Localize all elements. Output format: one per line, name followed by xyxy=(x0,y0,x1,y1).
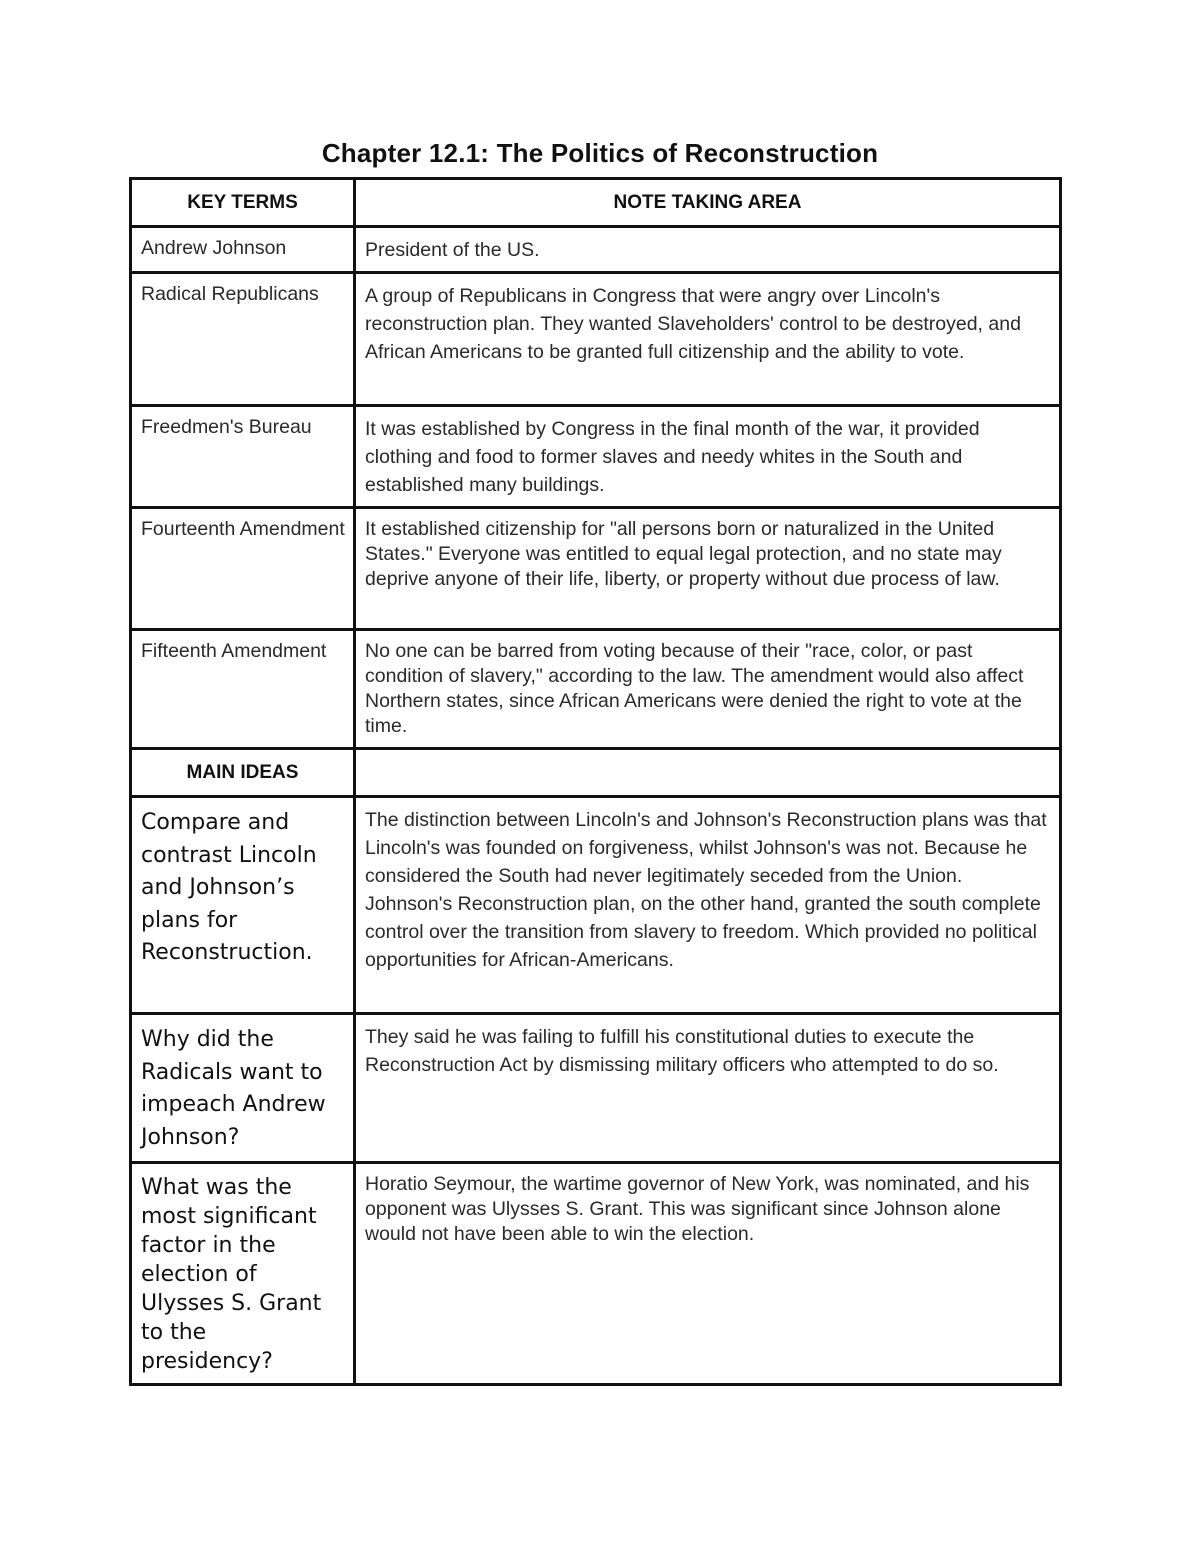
table-row xyxy=(131,227,1061,273)
note-taking-area-header: NOTE TAKING AREA xyxy=(355,179,1061,227)
main-ideas-header: MAIN IDEAS xyxy=(131,749,355,797)
main-idea-answer: The distinction between Lincoln's and Johnson's Reconstruction plans was that Lincoln's was founded on forgiveness, whilst Johnson's was not. Because he considered the South had never legitimately seceded from the Union. Johnson's Reconstruction plan, on the other hand, granted the south complete control over the transition from slavery to freedom. Which provided no political opportunities for African-Americans. xyxy=(355,797,1061,1014)
table-row xyxy=(131,273,1061,406)
key-term: Fifteenth Amendment xyxy=(131,630,355,749)
key-term: Fourteenth Amendment xyxy=(131,508,355,630)
term-note: A group of Republicans in Congress that were angry over Lincoln's reconstruction plan. They wanted Slaveholders' control to be destroyed, and African Americans to be granted full citizenship and the ability to vote. xyxy=(355,273,1061,406)
main-ideas-header-blank xyxy=(355,749,1061,797)
main-idea-answer: They said he was failing to fulfill his constitutional duties to execute the Reconstruction Act by dismissing military officers who attempted to do so. xyxy=(355,1014,1061,1163)
main-idea-question: Why did the Radicals want to impeach Andrew Johnson? xyxy=(131,1014,355,1163)
term-note: It was established by Congress in the final month of the war, it provided clothing and food to former slaves and needy whites in the South and established many buildings. xyxy=(355,406,1061,508)
table-row xyxy=(131,406,1061,508)
main-idea-answer: Horatio Seymour, the wartime governor of New York, was nominated, and his opponent was Ulysses S. Grant. This was significant since Johnson alone would not have been able to win the election. xyxy=(355,1163,1061,1385)
table-row xyxy=(131,1014,1061,1163)
key-term: Freedmen's Bureau xyxy=(131,406,355,508)
term-note: President of the US. xyxy=(355,227,1061,273)
table-row xyxy=(131,630,1061,749)
main-idea-question: Compare and contrast Lincoln and Johnson’s plans for Reconstruction. xyxy=(131,797,355,1014)
term-note: It established citizenship for "all persons born or naturalized in the United States." Everyone was entitled to equal legal protection, and no state may deprive anyone of their life, liberty, or property without due process of law. xyxy=(355,508,1061,630)
notes-table xyxy=(129,177,1062,1386)
key-term: Andrew Johnson xyxy=(131,227,355,273)
header-row xyxy=(131,179,1061,227)
term-note: No one can be barred from voting because of their "race, color, or past condition of slavery," according to the law. The amendment would also affect Northern states, since African Americans were denied the right to vote at the time. xyxy=(355,630,1061,749)
key-term: Radical Republicans xyxy=(131,273,355,406)
table-row xyxy=(131,797,1061,1014)
table-row xyxy=(131,508,1061,630)
key-terms-header: KEY TERMS xyxy=(131,179,355,227)
page-title: Chapter 12.1: The Politics of Reconstruction xyxy=(321,138,879,168)
main-ideas-header-row xyxy=(131,749,1061,797)
main-idea-question: What was the most significant factor in the election of Ulysses S. Grant to the presidency? xyxy=(131,1163,355,1385)
table-row xyxy=(131,1163,1061,1385)
